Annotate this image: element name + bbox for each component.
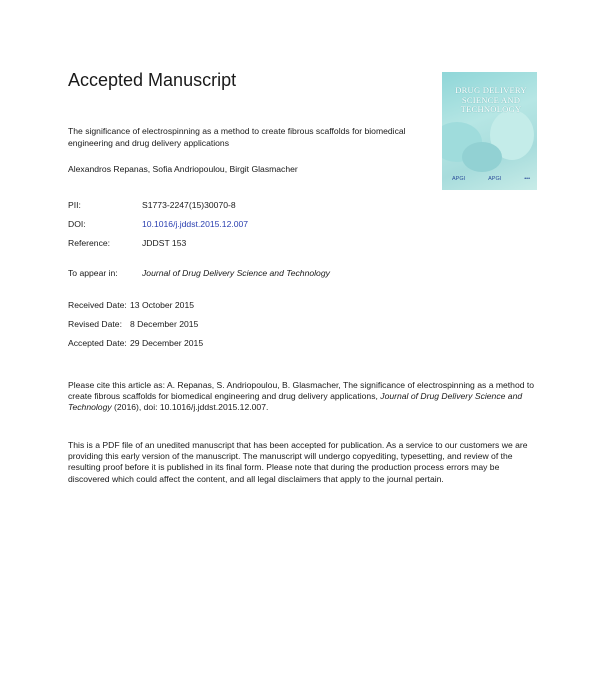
cover-logo-mid: APGI bbox=[488, 176, 502, 182]
pii-value: S1773-2247(15)30070-8 bbox=[142, 200, 236, 210]
citation-journal: Journal of Drug Delivery Science and Technology bbox=[68, 391, 523, 413]
page-heading: Accepted Manuscript bbox=[68, 70, 237, 90]
journal-cover-image bbox=[442, 72, 537, 190]
journal-name: Journal of Drug Delivery Science and Technology bbox=[142, 268, 330, 278]
received-value: 13 October 2015 bbox=[130, 300, 195, 310]
citation-doi: (2016), doi: 10.1016/j.jddst.2015.12.007. bbox=[111, 402, 269, 413]
received-label: Received Date: bbox=[68, 300, 127, 310]
citation-text: Please cite this article as: A. Repanas, S. Andriopoulou, B. Glasmacher, The significance of electrospinning as a method to create fibrous scaffolds for biomedical engineering and drug delivery applications, bbox=[68, 380, 535, 402]
article-title: The significance of electrospinning as a method to create fibrous scaffolds for biomedical engineering and drug delivery applications bbox=[68, 126, 406, 148]
cover-logo-right: ••• bbox=[524, 176, 530, 182]
citation-paragraph bbox=[68, 380, 538, 414]
disclaimer-paragraph: This is a PDF file of an unedited manuscript that has been accepted for publication. As a service to our customers we are providing this early version of the manuscript. The manuscript will undergo copyediting, typesetting, and review of the resulting proof before it is published in its final form. Please note that during the production process errors may be discovered which could affect the content, and all legal disclaimers that apply to the journal pertain. bbox=[68, 440, 528, 484]
accepted-label: Accepted Date: bbox=[68, 338, 127, 348]
reference-value: JDDST 153 bbox=[142, 238, 187, 248]
cover-title: DRUG DELIVERY SCIENCE AND TECHNOLOGY bbox=[455, 85, 527, 114]
revised-label: Revised Date: bbox=[68, 319, 122, 329]
doi-link[interactable]: 10.1016/j.jddst.2015.12.007 bbox=[142, 219, 249, 229]
pii-label: PII: bbox=[68, 200, 81, 210]
cover-logos bbox=[452, 176, 530, 182]
authors: Alexandros Repanas, Sofia Andriopoulou, Birgit Glasmacher bbox=[68, 164, 298, 174]
doi-label: DOI: bbox=[68, 219, 86, 229]
accepted-value: 29 December 2015 bbox=[130, 338, 204, 348]
revised-value: 8 December 2015 bbox=[130, 319, 199, 329]
appear-label: To appear in: bbox=[68, 268, 118, 278]
reference-label: Reference: bbox=[68, 238, 111, 248]
cover-logo-left: APGI bbox=[452, 176, 466, 182]
